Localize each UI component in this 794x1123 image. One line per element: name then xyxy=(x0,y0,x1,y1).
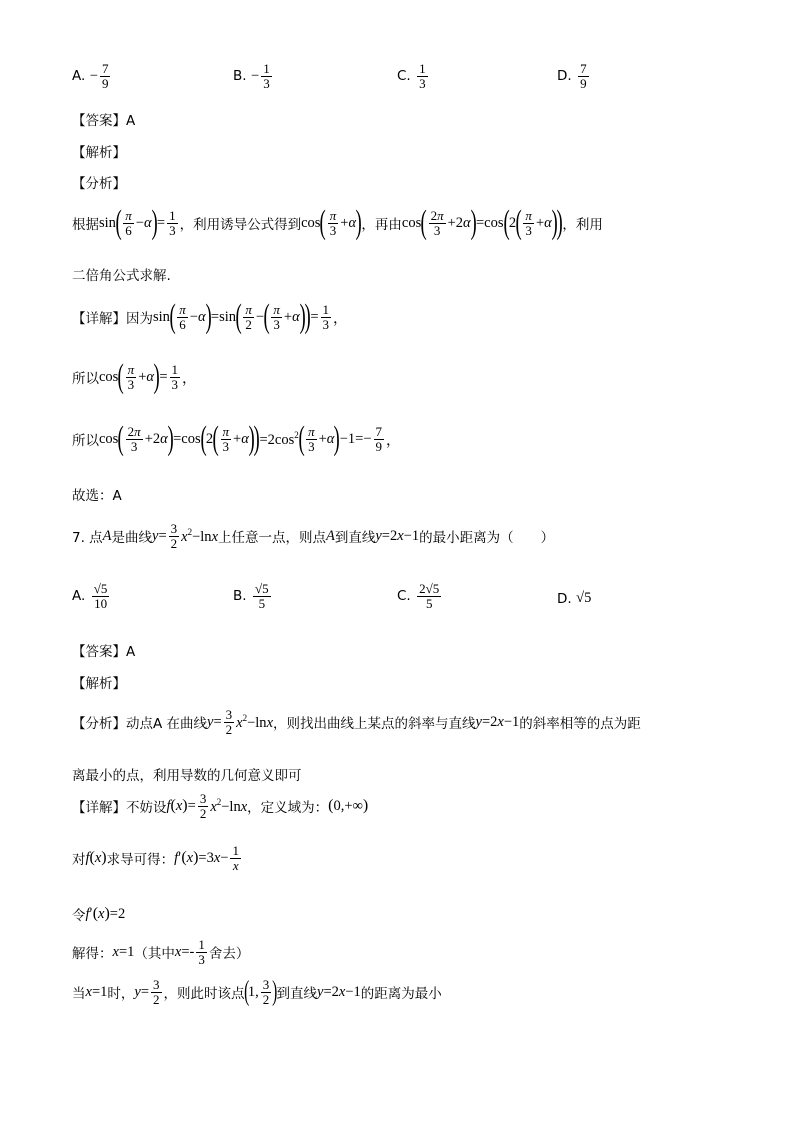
q7-fenxi-line-1: 【分析】动点A 在曲线 y = $\frac{3}{2}$ $x^2-\ln x$ ，则找出曲线上某点的斜率与直线 y=2x−1 的斜率相等的点为距 xyxy=(72,707,641,737)
q6-answer: 【答案】A xyxy=(72,113,136,129)
q7-option-b: B. $\frac{√5}{5}$ xyxy=(233,581,269,611)
q6-fenxi-label: 【分析】 xyxy=(72,176,126,192)
option-sign: − xyxy=(251,67,260,84)
q7-xiangjie-line-1: 【详解】不妨设 f ( x ) = $\frac{3}{2}$ $x^2-\ln x$ ，定义域为： ( 0,+∞ ) xyxy=(72,791,369,821)
q6-jiexi-label: 【解析】 xyxy=(72,145,126,161)
option-letter: B. xyxy=(233,68,247,85)
q7-option-a: A. $\frac{√5}{10}$ xyxy=(72,581,108,611)
q6-xiangjie-line-2: 所以 cos ( $\frac{\pi}{3}$ +α ) = $\frac{1}{3}$ ， xyxy=(72,358,197,395)
option-fraction: $\frac{1}{3}$ xyxy=(419,61,426,91)
q6-option-a xyxy=(72,62,112,90)
q7-jiexi-label: 【解析】 xyxy=(72,676,126,692)
option-fraction: $\frac{√5}{5}$ xyxy=(255,581,269,611)
q7-answer: 【答案】A xyxy=(72,644,136,660)
q6-xiangjie-line-3: 所以 cos ( $\frac{2\pi}{3}$ +2α ) =cos ( 2 ( $\frac{\pi}{3}$ +α ) ) $=2\cos^2$ ( $\frac{\pi}{3}$ +α ) −1=− $\frac{7}{9}$ ， xyxy=(72,420,401,457)
option-letter: D. xyxy=(557,68,572,85)
q7-xiangjie-line-2: 对 f ( x ) 求导可得： f′ ( x ) =3x− $\frac{1}{x}$ xyxy=(72,843,239,873)
q7-option-d: D. √5 xyxy=(557,590,592,607)
q6-fenxi-line-2: 二倍角公式求解. xyxy=(72,268,171,284)
q6-xiangjie-line-1: 【详解】因为 sin ( $\frac{\pi}{6}$ −α ) =sin ( $\frac{\pi}{2}$ − ( $\frac{\pi}{3}$ +α ) ) = $\frac{1}{3}$ ， xyxy=(72,298,348,335)
q6-fenxi-line: 根据 sin ( $\frac{\pi}{6}$ −α ) = $\frac{1}{3}$ ，利用诱导公式得到 cos ( $\frac{\pi}{3}$ +α ) ，再由 cos ( $\frac{2\pi}{3}$ +2α ) =cos ( 2 ( $\frac{\pi}{3}$ +α ) ) ，利用 xyxy=(72,204,603,241)
option-fraction: $\frac{1}{3}$ xyxy=(263,61,270,91)
option-fraction: $\frac{7}{9}$ xyxy=(580,61,587,91)
option-sign: − xyxy=(89,67,98,84)
option-letter: A. xyxy=(72,68,86,85)
q6-option-d xyxy=(557,62,591,90)
option-fraction: $\frac{7}{9}$ xyxy=(101,61,109,91)
q7-dang: 当 x=1 时， y= $\frac{3}{2}$ ，则此时该点 ( 1, $\frac{3}{2}$ ) 到直线 y=2x−1 的距离为最小 xyxy=(72,976,442,1008)
option-fraction: $\frac{√5}{10}$ xyxy=(93,581,108,611)
q7-jiede: 解得： x=1 （其中 x=- $\frac{1}{3}$ 舍去） xyxy=(72,937,250,967)
option-letter: C. xyxy=(397,68,411,85)
option-fraction: $\frac{2√5}{5}$ xyxy=(419,581,440,611)
q7-stem: 7. 点 A 是曲线 y = $\frac{3}{2}$ $x^2-\ln x$ 上任意一点，则点 A 到直线 y=2x−1 的最小距离为（ ） xyxy=(72,521,555,551)
q6-option-c xyxy=(397,62,430,90)
q7-ling: 令 f′ ( x ) =2 xyxy=(72,905,126,924)
q6-guxuan: 故选：A xyxy=(72,488,122,504)
q7-fenxi-line-2: 离最小的点，利用导数的几何意义即可 xyxy=(72,768,302,784)
q6-option-b xyxy=(233,62,274,90)
q7-option-c: C. $\frac{2√5}{5}$ xyxy=(397,581,440,611)
